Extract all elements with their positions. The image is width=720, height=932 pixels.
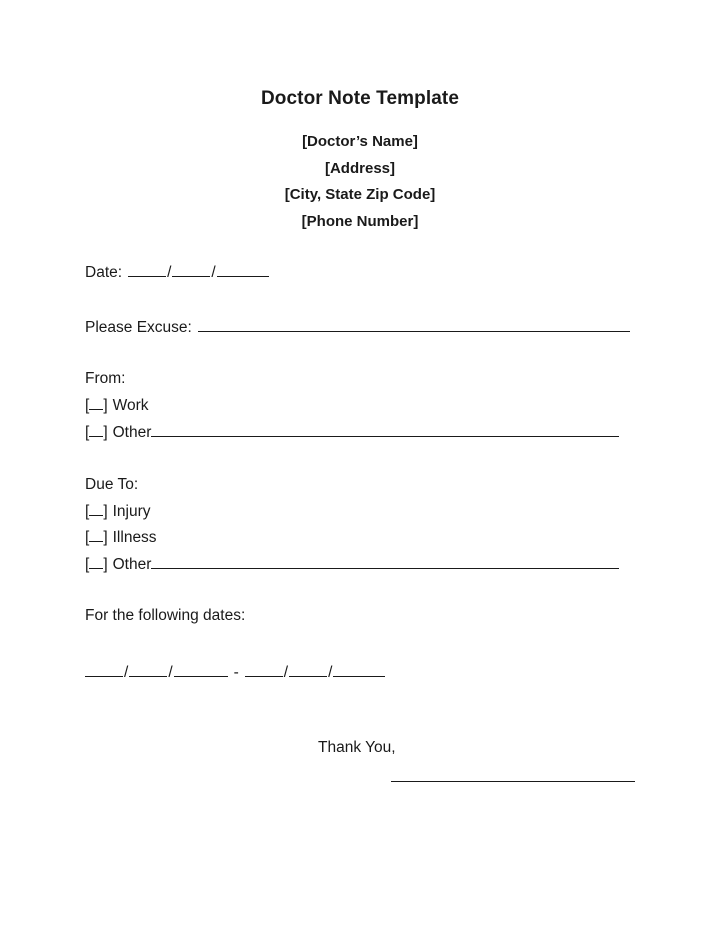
due-to-option-label: Illness: [112, 529, 157, 546]
date-slash: /: [168, 664, 173, 681]
signature-line[interactable]: [391, 781, 635, 782]
doctor-info-block: [0, 132, 720, 238]
start-year-field[interactable]: [174, 662, 228, 677]
doctor-name-placeholder: [Doctor’s Name]: [302, 133, 418, 150]
page-title: Doctor Note Template: [260, 88, 459, 109]
start-day-field[interactable]: [129, 662, 167, 677]
checkbox-icon[interactable]: [ ]: [85, 397, 108, 414]
excuse-name-field[interactable]: [198, 317, 630, 332]
due-to-option-other[interactable]: [85, 554, 619, 574]
date-range-dash: -: [233, 664, 239, 681]
due-to-option-illness[interactable]: [85, 528, 157, 547]
end-year-field[interactable]: [333, 662, 385, 677]
date-slash: /: [211, 264, 216, 281]
date-year-field[interactable]: [217, 262, 269, 277]
address-placeholder: [Address]: [324, 159, 395, 177]
date-slash: /: [124, 664, 129, 681]
date-slash: /: [167, 264, 172, 281]
date-line: [85, 262, 269, 282]
checkbox-icon[interactable]: [ ]: [85, 424, 108, 441]
due-to-option-label: Injury: [112, 503, 151, 520]
checkbox-icon[interactable]: [ ]: [85, 556, 108, 573]
due-to-option-label: Other: [112, 556, 152, 573]
following-dates-label: For the following dates:: [85, 607, 246, 624]
from-label: From:: [85, 370, 126, 387]
from-option-label: Work: [112, 397, 149, 414]
city-state-zip-placeholder: [City, State Zip Code]: [284, 186, 436, 203]
from-option-other[interactable]: [85, 422, 619, 442]
due-to-other-field[interactable]: [151, 554, 619, 569]
end-month-field[interactable]: [245, 662, 283, 677]
date-label: Date:: [85, 264, 123, 281]
date-month-field[interactable]: [128, 262, 166, 277]
excuse-label: Please Excuse:: [85, 319, 192, 336]
date-slash: /: [328, 664, 333, 681]
due-to-label: Due To:: [85, 476, 139, 493]
checkbox-icon[interactable]: [ ]: [85, 529, 108, 546]
from-option-work[interactable]: [85, 396, 149, 415]
end-day-field[interactable]: [289, 662, 327, 677]
due-to-option-injury[interactable]: [85, 502, 151, 521]
checkbox-icon[interactable]: [ ]: [85, 503, 108, 520]
from-option-label: Other: [112, 424, 152, 441]
start-month-field[interactable]: [85, 662, 123, 677]
date-range-line: [85, 662, 385, 682]
closing-text: Thank You,: [318, 739, 396, 756]
phone-number-placeholder: [Phone Number]: [301, 212, 419, 230]
date-day-field[interactable]: [172, 262, 210, 277]
date-slash: /: [283, 664, 289, 681]
from-other-field[interactable]: [151, 422, 619, 437]
excuse-line: [85, 317, 630, 337]
